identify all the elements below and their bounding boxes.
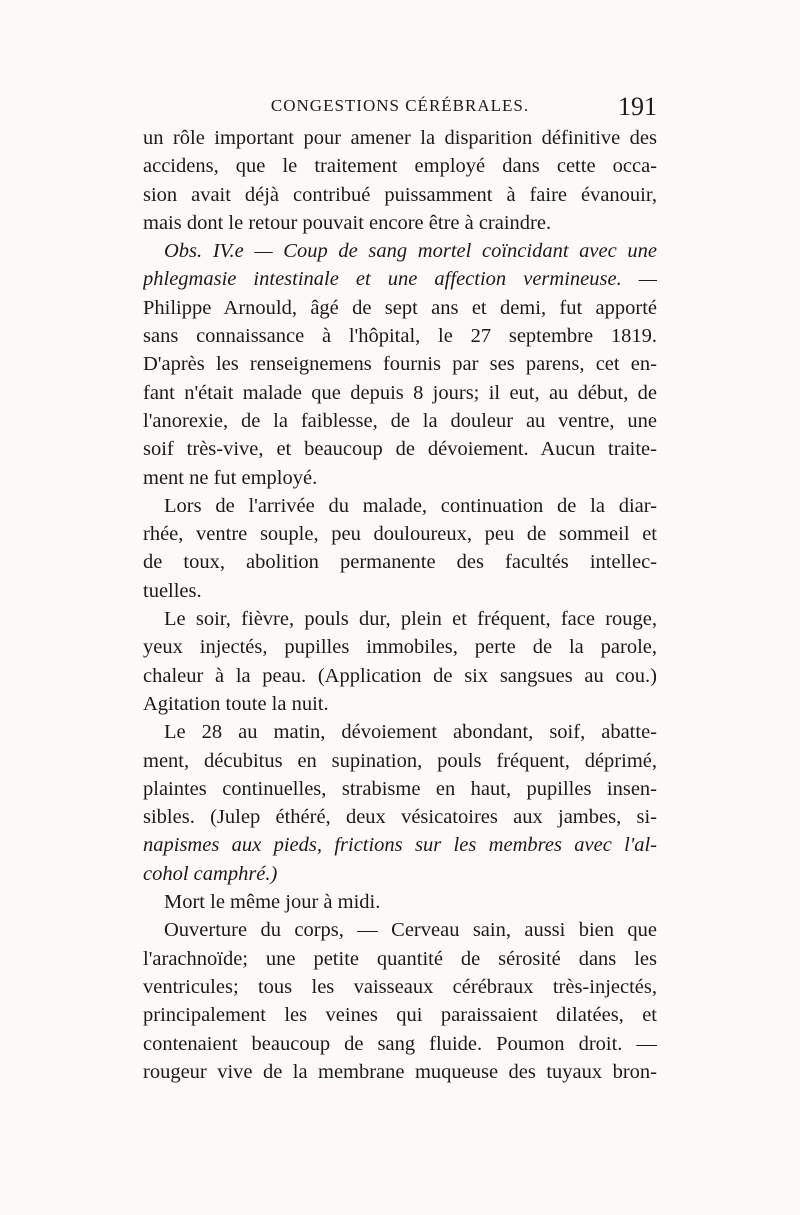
text-line: ventricules; tous les vaisseaux cérébraux très-injectés, — [143, 975, 657, 998]
text-line: sion avait déjà contribué puissamment à faire évanouir, — [143, 183, 657, 206]
text-line: mais dont le retour pouvait encore être à craindre. — [143, 211, 552, 234]
text-line: D'après les renseignemens fournis par ses parens, cet en- — [143, 353, 657, 376]
text-line: l'arachnoïde; une petite quantité de sérosité dans les — [143, 947, 657, 970]
text-line: chaleur à la peau. (Application de six sangsues au cou.) — [143, 664, 657, 687]
text-line: Le soir, fièvre, pouls dur, plein et fréquent, face rouge, — [164, 608, 657, 631]
body-text — [143, 124, 657, 1086]
text-line: plaintes continuelles, strabisme en haut, pupilles insen- — [143, 777, 657, 800]
text-line: ment ne fut employé. — [143, 466, 318, 489]
text-line: tuelles. — [143, 579, 202, 602]
text-line: un rôle important pour amener la disparition définitive des — [143, 127, 657, 149]
text-line: rougeur vive de la membrane muqueuse des tuyaux bron- — [143, 1060, 657, 1083]
text-line: rhée, ventre souple, peu douloureux, peu de sommeil et — [143, 523, 657, 546]
text-line: accidens, que le traitement employé dans cette occa- — [143, 155, 657, 178]
running-head — [143, 94, 657, 124]
text-line: ment, décubitus en supination, pouls fréquent, déprimé, — [143, 749, 657, 772]
text-line: principalement les veines qui paraissaient dilatées, et — [143, 1004, 657, 1027]
text-line: Agitation toute la nuit. — [143, 692, 329, 715]
text-line: napismes aux pieds, frictions sur les membres avec l'al- — [143, 834, 657, 857]
observation-heading: phlegmasie intestinale et une affection vermineuse. — — [143, 268, 657, 291]
text-line: Le 28 au matin, dévoiement abondant, soif, abatte- — [164, 721, 657, 744]
text-line: de toux, abolition permanente des facultés intellec- — [143, 551, 657, 574]
text-line: l'anorexie, de la faiblesse, de la douleur au ventre, une — [143, 409, 657, 432]
text-line: Lors de l'arrivée du malade, continuation de la diar- — [164, 494, 657, 517]
running-title: CONGESTIONS CÉRÉBRALES. — [270, 96, 530, 115]
text-line: Mort le même jour à midi. — [164, 891, 381, 914]
text-line: Ouverture du corps, — Cerveau sain, aussi bien que — [164, 919, 657, 942]
observation-heading: Obs. IV.e — Coup de sang mortel coïncidant avec une — [164, 240, 657, 263]
text-line: sibles. (Julep éthéré, deux vésicatoires aux jambes, si- — [143, 806, 657, 829]
text-line: contenaient beaucoup de sang fluide. Poumon droit. — — [143, 1032, 657, 1055]
text-line: cohol camphré.) — [143, 862, 278, 885]
text-line: Philippe Arnould, âgé de sept ans et demi, fut apporté — [143, 296, 657, 319]
text-line: sans connaissance à l'hôpital, le 27 septembre 1819. — [143, 325, 657, 348]
page-number: 191 — [618, 92, 657, 121]
text-line: yeux injectés, pupilles immobiles, perte de la parole, — [143, 636, 657, 659]
text-line: fant n'était malade que depuis 8 jours; il eut, au début, de — [143, 381, 657, 404]
text-line: soif très-vive, et beaucoup de dévoiement. Aucun traite- — [143, 438, 657, 461]
